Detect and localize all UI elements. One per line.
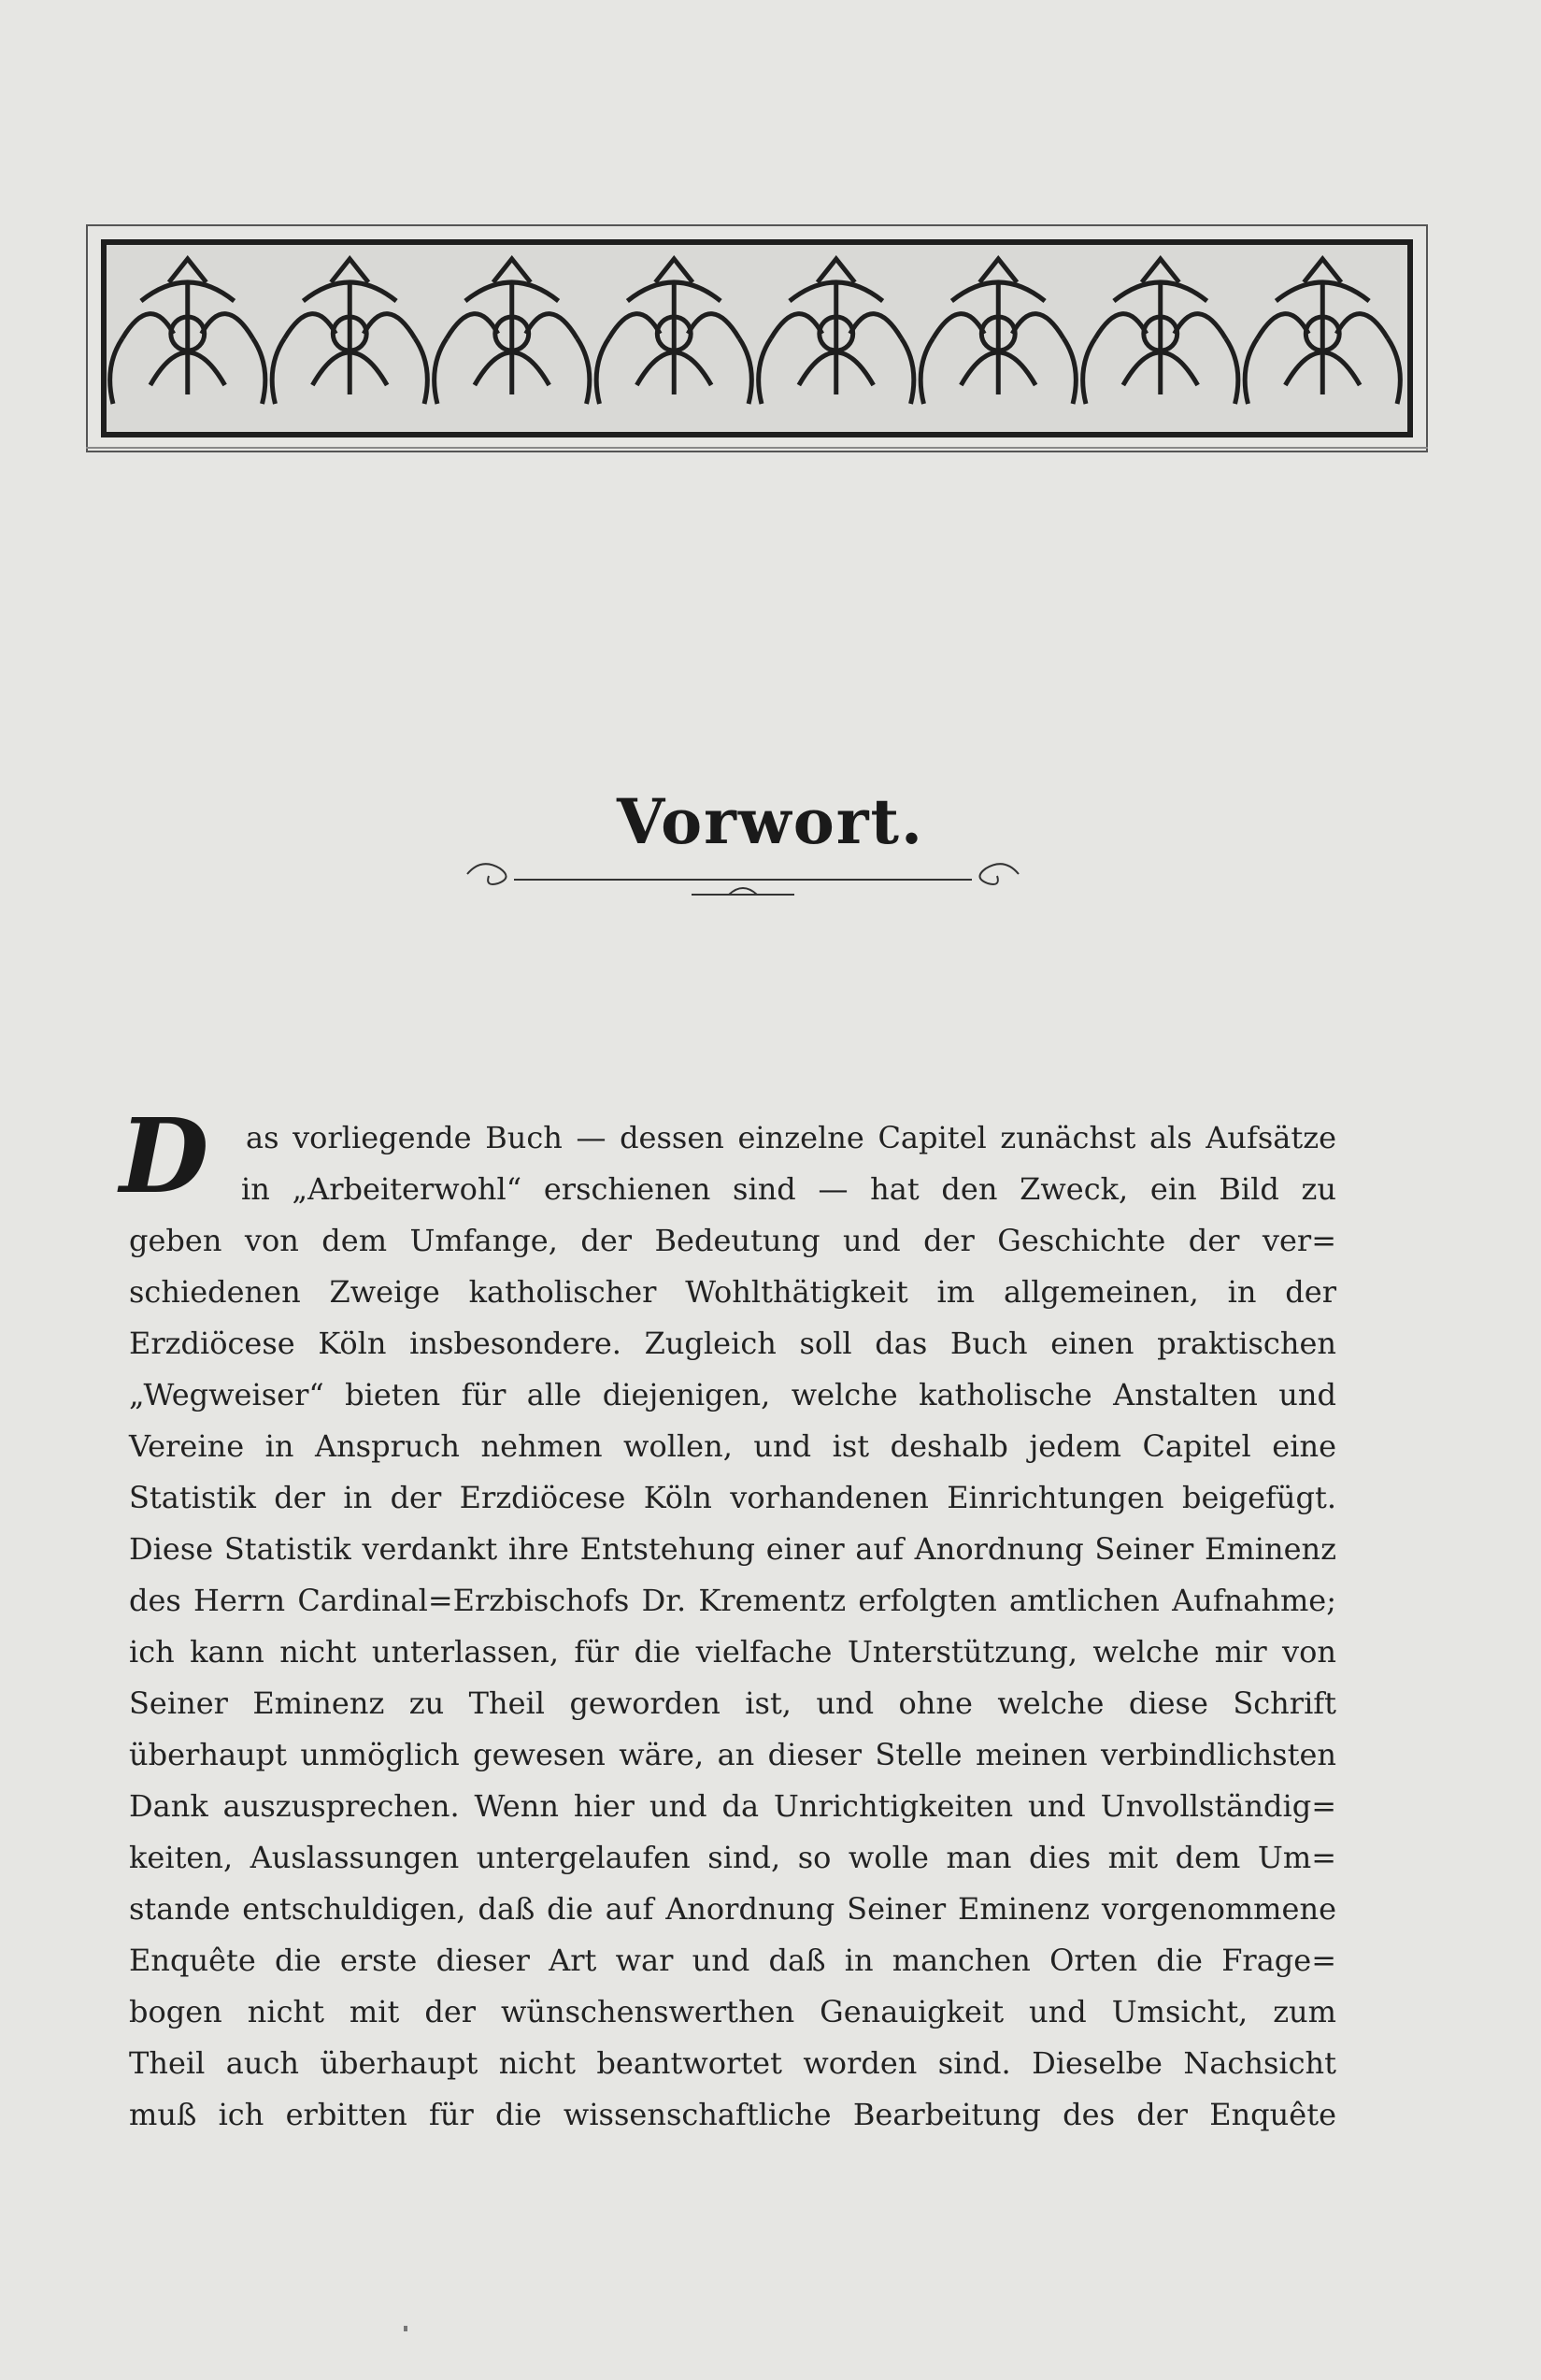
text-line-content: Vereine in Anspruch nehmen wollen, und ist deshalb jedem Capitel eine — [129, 1428, 1336, 1464]
text-line-content: „Wegweiser“ bieten für alle diejenigen, welche katholische Anstalten und — [129, 1377, 1336, 1412]
text-line-content: schiedenen Zweige katholischer Wohlthätigkeit im allgemeinen, in der — [129, 1274, 1336, 1310]
text-line — [129, 1678, 1336, 1729]
floral-frieze — [101, 239, 1413, 437]
palmette — [596, 259, 751, 404]
text-line — [129, 1627, 1336, 1678]
palmette — [759, 259, 914, 404]
text-line — [129, 1575, 1336, 1627]
text-line — [129, 1524, 1336, 1575]
text-line-content: muß ich erbitten für die wissenschaftliche Bearbeitung des der Enquête — [129, 2097, 1336, 2132]
text-line — [129, 1215, 1336, 1267]
text-line-content: des Herrn Cardinal=Erzbischofs Dr. Krementz erfolgten amtlichen Aufnahme; — [129, 1583, 1336, 1618]
palmette — [272, 259, 427, 404]
text-line-content: Statistik der in der Erzdiöcese Köln vorhandenen Einrichtungen beigefügt. — [129, 1480, 1336, 1515]
palmette — [435, 259, 590, 404]
text-line — [129, 2038, 1336, 2089]
drop-cap: D — [120, 1096, 209, 1216]
palmette — [110, 259, 265, 404]
text-line-content: überhaupt unmöglich gewesen wäre, an dieser Stelle meinen verbindlichsten — [129, 1737, 1336, 1772]
palmette — [920, 259, 1076, 404]
text-line — [129, 1421, 1336, 1472]
text-line — [129, 1267, 1336, 1318]
text-line-content: bogen nicht mit der wünschenswerthen Genauigkeit und Umsicht, zum — [129, 1994, 1336, 2029]
preface-text — [120, 1096, 1336, 2141]
text-line-content: in „Arbeiterwohl“ erschienen sind — hat den Zweck, ein Bild zu — [241, 1171, 1336, 1207]
text-line — [129, 1369, 1336, 1421]
text-line — [129, 2089, 1336, 2141]
text-line-content: Seiner Eminenz zu Theil geworden ist, und ohne welche diese Schrift — [129, 1685, 1336, 1721]
text-line-content: Erzdiöcese Köln insbesondere. Zugleich soll das Buch einen praktischen — [129, 1326, 1336, 1361]
text-line-content: stande entschuldigen, daß die auf Anordnung Seiner Eminenz vorgenommene — [129, 1891, 1336, 1927]
text-line-content: keiten, Auslassungen untergelaufen sind, so wolle man dies mit dem Um= — [129, 1840, 1336, 1875]
text-line — [129, 1112, 1336, 1164]
text-line-content: as vorliegende Buch — dessen einzelne Capitel zunächst als Aufsätze — [246, 1120, 1336, 1155]
palmette — [1083, 259, 1238, 404]
text-line-content: geben von dem Umfange, der Bedeutung und der Geschichte der ver= — [129, 1223, 1336, 1258]
text-line — [129, 1884, 1336, 1935]
text-line-content: ich kann nicht unterlassen, für die vielfache Unterstützung, welche mir von — [129, 1634, 1336, 1670]
title-flourish-ornament-icon — [458, 855, 1028, 911]
scan-speck — [404, 2326, 407, 2331]
text-line — [129, 1318, 1336, 1369]
text-line-content: Theil auch überhaupt nicht beantwortet worden sind. Dieselbe Nachsicht — [129, 2045, 1336, 2081]
text-line-content: Diese Statistik verdankt ihre Entstehung einer auf Anordnung Seiner Eminenz — [129, 1531, 1336, 1567]
text-line — [129, 1986, 1336, 2038]
text-line — [129, 1832, 1336, 1884]
text-line — [129, 1164, 1336, 1215]
floral-ornament-icon — [107, 245, 1407, 432]
text-line — [129, 1729, 1336, 1781]
text-line-content: Enquête die erste dieser Art war und daß in manchen Orten die Frage= — [129, 1943, 1336, 1978]
text-line-content: Dank auszusprechen. Wenn hier und da Unrichtigkeiten und Unvollständig= — [129, 1788, 1336, 1824]
header-frame — [86, 224, 1428, 452]
text-line — [129, 1935, 1336, 1986]
page-title: Vorwort. — [616, 785, 925, 858]
text-line — [129, 1472, 1336, 1524]
palmette — [1245, 259, 1400, 404]
text-line — [129, 1781, 1336, 1832]
header-rule — [86, 447, 1428, 449]
